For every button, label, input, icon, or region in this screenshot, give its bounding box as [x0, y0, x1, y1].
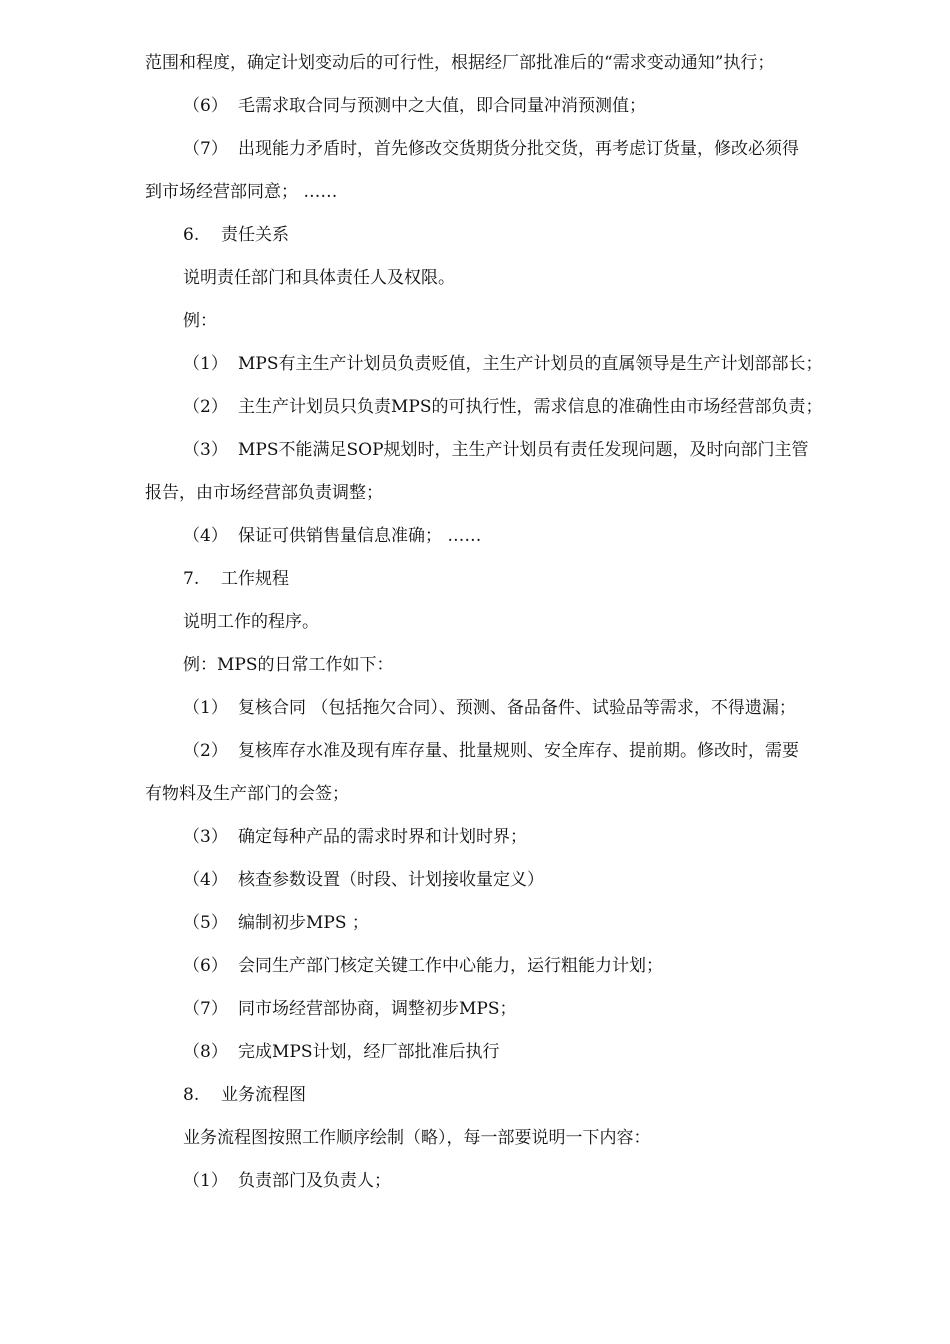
list-item: [183, 997, 517, 1021]
line-text: 说明责任部门和具体责任人及权限。: [183, 268, 455, 288]
item-number: （3）: [183, 440, 228, 460]
item-number: （1）: [183, 1171, 228, 1191]
item-text: MPS不能满足SOP规划时，主生产计划员有责任发现问题，及时向部门主管: [238, 440, 809, 460]
item-text: 编制初步MPS ；: [238, 913, 369, 933]
paragraph-line: [145, 782, 349, 806]
line-text: 例：: [183, 311, 217, 331]
section-number: 8.: [183, 1085, 200, 1105]
item-text: 负责部门及负责人；: [238, 1171, 391, 1191]
list-item: [183, 1040, 500, 1064]
item-text: 核查参数设置（时段、计划接收量定义）: [238, 870, 544, 890]
item-number: （2）: [183, 741, 228, 761]
paragraph-line: [183, 1126, 651, 1150]
paragraph-line: [145, 51, 774, 75]
line-text: 说明工作的程序。: [183, 612, 319, 632]
list-item: [183, 395, 823, 419]
list-item: [183, 825, 527, 849]
paragraph-line: [183, 266, 455, 290]
item-number: （3）: [183, 827, 228, 847]
list-item: [183, 954, 663, 978]
list-item: [183, 352, 823, 376]
item-text: 毛需求取合同与预测中之大值，即合同量冲消预测值；: [238, 96, 646, 116]
section-title: 责任关系: [221, 225, 289, 245]
section-heading: [183, 1083, 306, 1107]
item-number: （6）: [183, 956, 228, 976]
list-item: [183, 1169, 391, 1193]
line-text: 范围和程度，确定计划变动后的可行性，根据经厂部批准后的“需求变动通知”执行；: [145, 53, 775, 73]
item-number: （8）: [183, 1042, 228, 1062]
line-text: 例：MPS的日常工作如下：: [183, 655, 394, 675]
line-text: 业务流程图按照工作顺序绘制（略），每一部要说明一下内容：: [183, 1128, 651, 1148]
section-title: 业务流程图: [221, 1085, 306, 1105]
item-number: （7）: [183, 999, 228, 1019]
item-text: 完成MPS计划，经厂部批准后执行: [238, 1042, 500, 1062]
paragraph-line: [183, 309, 217, 333]
item-number: （4）: [183, 526, 228, 546]
list-item: [183, 739, 799, 763]
item-number: （1）: [183, 354, 228, 374]
item-text: 复核库存水准及现有库存量、批量规则、安全库存、提前期。修改时，需要: [238, 741, 799, 761]
list-item: [183, 524, 481, 548]
paragraph-line: [145, 180, 337, 204]
item-text: 出现能力矛盾时，首先修改交货期货分批交货，再考虑订货量，修改必须得: [238, 139, 799, 159]
paragraph-line: [183, 653, 394, 677]
paragraph-line: [145, 481, 383, 505]
item-text: MPS有主生产计划员负责贬值，主生产计划员的直属领导是生产计划部部长；: [238, 354, 823, 374]
section-heading: [183, 567, 289, 591]
list-item: [183, 438, 809, 462]
list-item: [183, 137, 799, 161]
item-text: 会同生产部门核定关键工作中心能力，运行粗能力计划；: [238, 956, 663, 976]
item-number: （7）: [183, 139, 228, 159]
item-number: （5）: [183, 913, 228, 933]
item-number: （2）: [183, 397, 228, 417]
line-text: 到市场经营部同意； ……: [145, 182, 338, 202]
item-text: 复核合同 （包括拖欠合同）、预测、备品备件、试验品等需求，不得遗漏；: [238, 698, 796, 718]
list-item: [183, 911, 369, 935]
line-text: 报告，由市场经营部负责调整；: [145, 483, 383, 503]
list-item: [183, 868, 544, 892]
item-number: （6）: [183, 96, 228, 116]
item-text: 确定每种产品的需求时界和计划时界；: [238, 827, 527, 847]
paragraph-line: [183, 610, 319, 634]
item-text: 保证可供销售量信息准确； ……: [238, 526, 482, 546]
item-number: （1）: [183, 698, 228, 718]
section-number: 6.: [183, 225, 200, 245]
section-title: 工作规程: [221, 569, 289, 589]
item-number: （4）: [183, 870, 228, 890]
section-heading: [183, 223, 289, 247]
item-text: 主生产计划员只负责MPS的可执行性，需求信息的准确性由市场经营部负责；: [238, 397, 823, 417]
line-text: 有物料及生产部门的会签；: [145, 784, 349, 804]
item-text: 同市场经营部协商，调整初步MPS；: [238, 999, 517, 1019]
list-item: [183, 696, 796, 720]
list-item: [183, 94, 646, 118]
section-number: 7.: [183, 569, 200, 589]
